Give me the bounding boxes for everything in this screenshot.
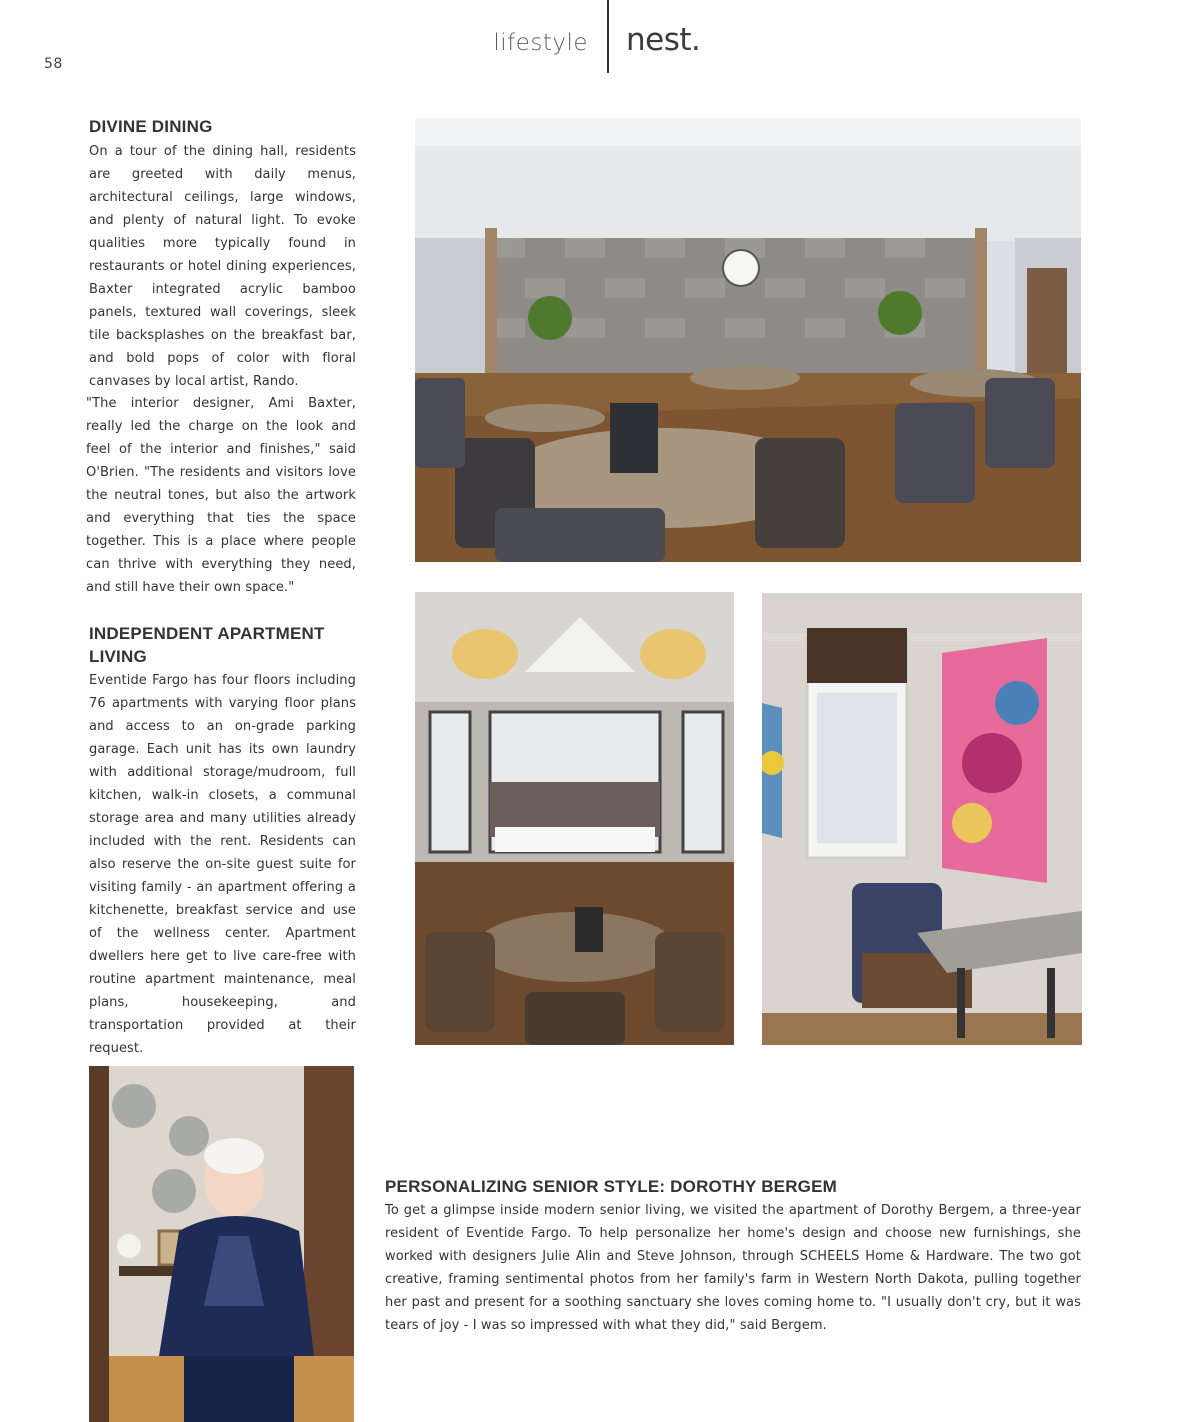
section-label: lifestyle (493, 30, 588, 56)
artwork-corner-photo (762, 593, 1082, 1045)
dining-body: On a tour of the dining hall, residents are greeted with daily menus, architectural ceilings, large windows, and plenty of natural light. To evoke qualities more typically found in restaurants or hotel dining experiences, Baxter integrated acrylic bamboo panels, textured wall coverings, sleek tile backsplashes on the breakfast bar, and bold pops of color with floral canvases by local artist, Rando. (89, 144, 356, 389)
dining-section (89, 115, 356, 393)
personalizing-heading: PERSONALIZING SENIOR STYLE: DOROTHY BERGEM (385, 1177, 838, 1196)
pendant-dining-photo (415, 592, 734, 1045)
dining-quote: "The interior designer, Ami Baxter, really led the charge on the look and feel of the interior and finishes," said O'Brien. "The residents and visitors love the neutral tones, but also the artwork and everything that ties the space together. This is a place where people can thrive with everything they need, and still have their own space." (86, 396, 356, 595)
apartment-body: Eventide Fargo has four floors including 76 apartments with varying floor plans and access to an on-grade parking garage. Each unit has its own laundry with additional storage/mudroom, full kitchen, walk-in closets, a communal storage area and many utilities already included with the rent. Residents can also reserve the on-site guest suite for visiting family - an apartment offering a kitchenette, breakfast service and use of the wellness center. Apartment dwellers here get to live care-free with routine apartment maintenance, meal plans, housekeeping, and transportation provided at their request. (89, 673, 356, 1056)
apartment-heading: INDEPENDENT APARTMENT LIVING (89, 624, 325, 666)
personalizing-body: To get a glimpse inside modern senior living, we visited the apartment of Dorothy Bergem, a three-year resident of Eventide Fargo. To help personalize her home's design and choose new furnishings, she worked with designers Julie Alin and Steve Johnson, through SCHEELS Home & Hardware. The two got creative, framing sentimental photos from her family's farm in Western North Dakota, pulling together her past and present for a soothing sanctuary she loves coming home to. "I usually don't cry, but it was tears of joy - I was so impressed with what they did," said Bergem. (385, 1203, 1081, 1333)
dining-quote-block (86, 392, 356, 599)
resident-portrait-photo (89, 1066, 354, 1422)
personalizing-section (385, 1175, 1081, 1337)
brand-logo: nest. (626, 22, 701, 58)
page-number: 58 (44, 56, 63, 72)
dining-heading: DIVINE DINING (89, 117, 213, 136)
apartment-section (89, 622, 356, 1060)
dining-hall-photo (415, 118, 1081, 562)
header-divider (607, 0, 609, 73)
